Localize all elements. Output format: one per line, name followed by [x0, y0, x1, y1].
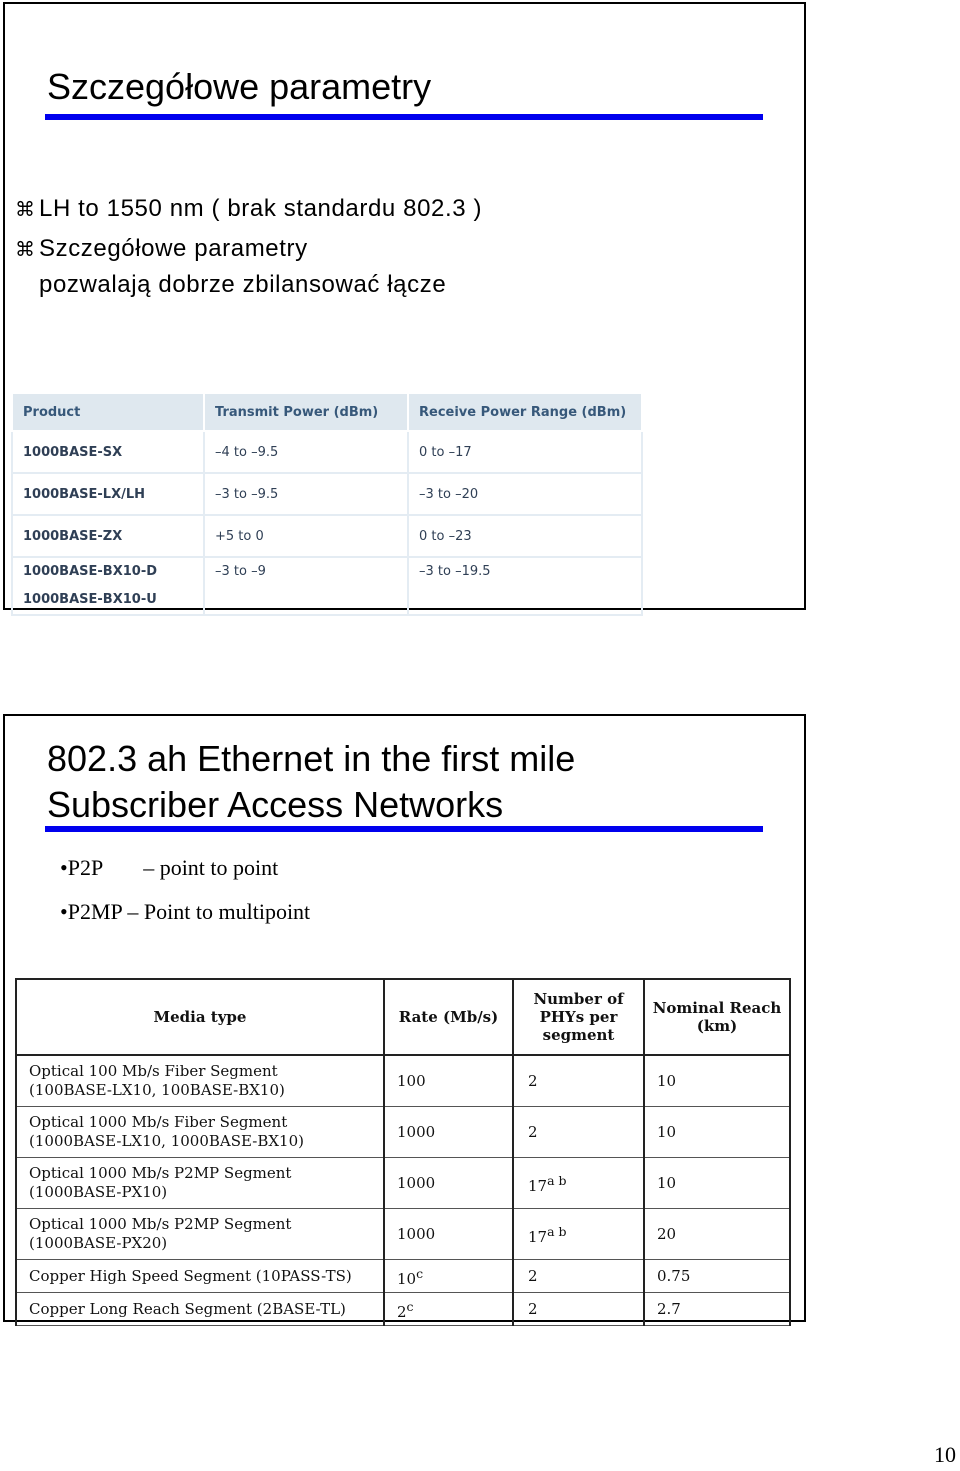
slide-2: [3, 714, 806, 1322]
media-standard: (1000BASE-PX20): [29, 1234, 168, 1252]
transmit-power-cell: –3 to –9: [204, 557, 408, 615]
title-underline: [45, 114, 763, 120]
table-header-row: [12, 393, 642, 431]
product-cell: 1000BASE-SX: [12, 431, 204, 473]
phys-value: 17: [528, 1227, 548, 1246]
command-key-icon: ⌘: [15, 237, 36, 261]
media-name: Optical 1000 Mb/s P2MP Segment: [29, 1164, 292, 1182]
table-row: [12, 431, 642, 473]
slide-2-title: [47, 736, 575, 828]
page-number: 10: [934, 1442, 956, 1467]
phys-cell: 2: [513, 1293, 644, 1326]
transmit-power-cell: –4 to –9.5: [204, 431, 408, 473]
rate-cell: 1000: [384, 1158, 513, 1209]
command-key-icon: ⌘: [15, 197, 36, 221]
phys-cell: [513, 1209, 644, 1260]
rate-cell: [384, 1293, 513, 1326]
media-type-cell: Copper Long Reach Segment (2BASE-TL): [16, 1293, 384, 1326]
reach-cell: 20: [644, 1209, 790, 1260]
table-row: [16, 1107, 790, 1158]
transmit-power-cell: –3 to –9.5: [204, 473, 408, 515]
reach-cell: 0.75: [644, 1260, 790, 1293]
rate-value: 2: [397, 1302, 407, 1321]
media-type-cell: Copper High Speed Segment (10PASS-TS): [16, 1260, 384, 1293]
media-standard: (100BASE-LX10, 100BASE-BX10): [29, 1081, 285, 1099]
receive-range-cell: –3 to –19.5: [408, 557, 642, 615]
title-line: 802.3 ah Ethernet in the first mile: [47, 738, 576, 779]
column-header: Receive Power Range (dBm): [408, 393, 642, 431]
reach-cell: 10: [644, 1158, 790, 1209]
product-cell: 1000BASE-LX/LH: [12, 473, 204, 515]
media-type-cell: [16, 1107, 384, 1158]
footnote-mark: a b: [547, 1223, 567, 1239]
topology-item: [60, 854, 278, 882]
bullet-text: Szczegółowe parametry: [39, 235, 308, 262]
rate-cell: 1000: [384, 1107, 513, 1158]
media-name: Optical 100 Mb/s Fiber Segment: [29, 1062, 278, 1080]
product-cell: 1000BASE-ZX: [12, 515, 204, 557]
bullet-dot: •: [60, 855, 68, 880]
table-row: [12, 473, 642, 515]
bullet-text: LH to 1550 nm ( brak standardu 802.3 ): [39, 195, 483, 222]
media-type-cell: [16, 1158, 384, 1209]
column-header: Nominal Reach (km): [644, 979, 790, 1055]
phys-cell: 2: [513, 1107, 644, 1158]
rate-value: 10: [397, 1269, 417, 1288]
phys-cell: 2: [513, 1055, 644, 1107]
topology-abbr: P2MP: [67, 899, 122, 924]
reach-cell: 10: [644, 1055, 790, 1107]
media-name: Optical 1000 Mb/s Fiber Segment: [29, 1113, 288, 1131]
topology-abbr: P2P: [67, 855, 104, 880]
power-spec-table: [11, 392, 643, 616]
table-row: [16, 1158, 790, 1209]
phys-cell: [513, 1158, 644, 1209]
column-header: Rate (Mb/s): [384, 979, 513, 1055]
reach-cell: 2.7: [644, 1293, 790, 1326]
media-standard: (1000BASE-LX10, 1000BASE-BX10): [29, 1132, 304, 1150]
column-header: Transmit Power (dBm): [204, 393, 408, 431]
transmit-power-cell: +5 to 0: [204, 515, 408, 557]
media-standard: (1000BASE-PX10): [29, 1183, 168, 1201]
footnote-mark: c: [416, 1265, 424, 1281]
product-name: 1000BASE-BX10-U: [23, 592, 157, 607]
rate-cell: 1000: [384, 1209, 513, 1260]
efm-media-table: [15, 978, 791, 1326]
title-underline: [45, 826, 763, 832]
table-header-row: [16, 979, 790, 1055]
product-name: 1000BASE-BX10-D: [23, 564, 157, 579]
table-row: [12, 557, 642, 615]
reach-cell: 10: [644, 1107, 790, 1158]
bullet-dot: •: [60, 899, 68, 924]
column-header: Product: [12, 393, 204, 431]
bullet-item: [15, 192, 482, 226]
receive-range-cell: 0 to –17: [408, 431, 642, 473]
table-row: [16, 1293, 790, 1326]
column-header: Number of PHYs per segment: [513, 979, 644, 1055]
table-row: [16, 1055, 790, 1107]
table-row: [16, 1260, 790, 1293]
topology-desc: – Point to multipoint: [127, 899, 311, 924]
receive-range-cell: 0 to –23: [408, 515, 642, 557]
receive-range-cell: –3 to –20: [408, 473, 642, 515]
rate-cell: [384, 1260, 513, 1293]
footnote-mark: c: [406, 1298, 414, 1314]
phys-value: 17: [528, 1176, 548, 1195]
footnote-mark: a b: [547, 1172, 567, 1188]
media-name: Optical 1000 Mb/s P2MP Segment: [29, 1215, 292, 1233]
table-row: [12, 515, 642, 557]
title-line: Subscriber Access Networks: [47, 784, 504, 825]
table-row: [16, 1209, 790, 1260]
slide-1-title: Szczegółowe parametry: [47, 66, 432, 107]
slide-1: [3, 2, 806, 610]
media-type-cell: [16, 1055, 384, 1107]
topology-item: [60, 898, 310, 926]
column-header: Media type: [16, 979, 384, 1055]
media-type-cell: [16, 1209, 384, 1260]
topology-desc: – point to point: [143, 855, 279, 880]
bullet-continuation: pozwalają dobrze zbilansować łącze: [39, 271, 447, 298]
phys-cell: 2: [513, 1260, 644, 1293]
rate-cell: 100: [384, 1055, 513, 1107]
product-cell: [12, 557, 204, 615]
bullet-item: [15, 232, 308, 266]
